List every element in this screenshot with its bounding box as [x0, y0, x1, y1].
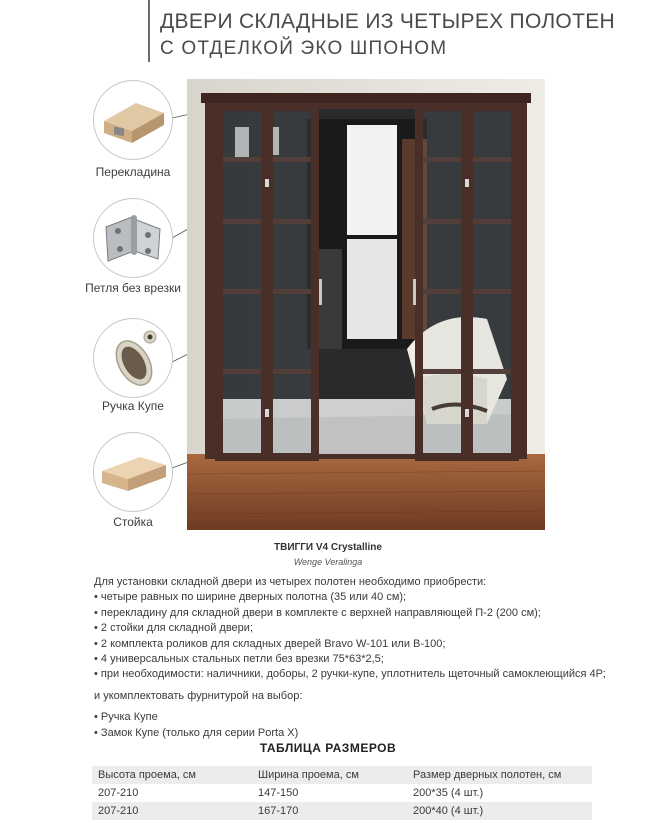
- list-item: • при необходимости: наличники, доборы, 2 ручки-купе, уплотнитель щеточный самоклеющийся 4Р;: [94, 667, 634, 682]
- table-cell: 200*40 (4 шт.): [413, 805, 484, 817]
- list-item: • 4 универсальных стальных петли без врезки 75*63*2,5;: [94, 652, 634, 667]
- crossbar-part: [93, 80, 173, 160]
- size-table-title: ТАБЛИЦА РАЗМЕРОВ: [259, 741, 397, 755]
- product-name: ТВИГГИ V4 Crystalline: [274, 542, 382, 553]
- hinge-part: [93, 198, 173, 278]
- handle-part: [93, 318, 173, 398]
- list-item: • 2 стойки для складной двери;: [94, 621, 634, 636]
- table-row: [92, 784, 592, 802]
- table-header-row: [92, 766, 592, 784]
- table-row: [92, 802, 592, 820]
- page-subtitle: С ОТДЕЛКОЙ ЭКО ШПОНОМ: [160, 38, 448, 59]
- crossbar-label: Перекладина: [95, 165, 171, 179]
- table-cell: 207-210: [98, 805, 139, 817]
- instructions-intro: Для установки складной двери из четырех полотен необходимо приобрести:: [94, 576, 487, 588]
- list-item: • четыре равных по ширине дверных полотна (35 или 40 см);: [94, 590, 634, 605]
- column-header-width: Ширина проема, см: [258, 769, 359, 781]
- page-title: ДВЕРИ СКЛАДНЫЕ ИЗ ЧЕТЫРЕХ ПОЛОТЕН: [160, 10, 615, 33]
- list-item: • 2 комплекта роликов для складных дверей Bravo W-101 или B-100;: [94, 637, 634, 652]
- product-photo: [187, 79, 545, 530]
- crossbar-icon: [94, 81, 173, 160]
- product-finish: Wenge Veralinga: [293, 557, 363, 567]
- list-item: • Ручка Купе: [94, 710, 634, 725]
- list-item: • перекладину для складной двери в комплекте с верхней направляющей П-2 (200 см);: [94, 606, 634, 621]
- instructions: [94, 575, 634, 741]
- size-table: [92, 766, 592, 820]
- list-item: • Замок Купе (только для серии Porta X): [94, 726, 634, 741]
- optional-intro: и укомплектовать фурнитурой на выбор:: [94, 689, 303, 702]
- column-header-leaf-size: Размер дверных полотен, см: [413, 769, 562, 781]
- title-accent-bar: [148, 0, 150, 62]
- hinge-icon: [94, 199, 173, 278]
- post-label: Стойка: [113, 515, 153, 529]
- table-cell: 167-170: [258, 805, 299, 817]
- handle-label: Ручка Купе: [102, 399, 164, 413]
- column-header-height: Высота проема, см: [98, 769, 196, 781]
- post-part: [93, 432, 173, 512]
- table-cell: 200*35 (4 шт.): [413, 787, 484, 799]
- table-cell: 147-150: [258, 787, 299, 799]
- table-cell: 207-210: [98, 787, 139, 799]
- handle-icon: [94, 319, 173, 398]
- hinge-label: Петля без врезки: [85, 281, 181, 295]
- post-icon: [94, 433, 173, 512]
